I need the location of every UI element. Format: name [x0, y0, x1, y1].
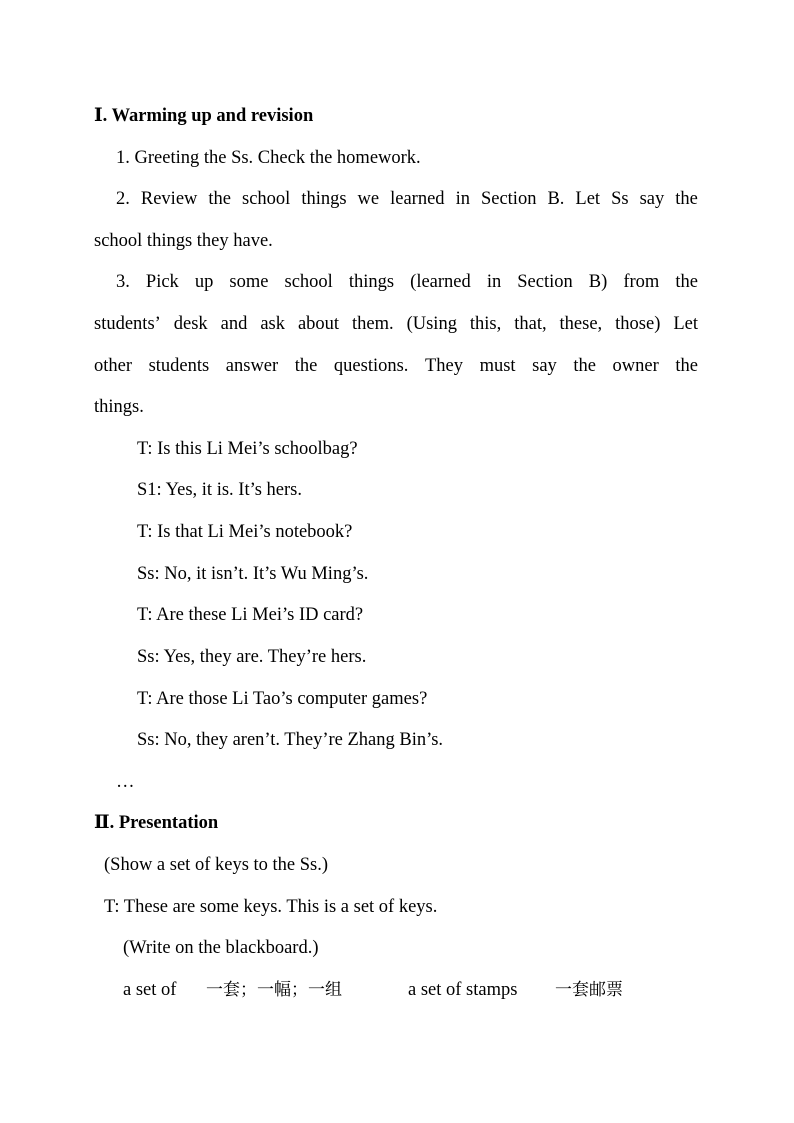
item-2-line-2: school things they have. [94, 231, 273, 251]
word: desk [173, 314, 208, 334]
word: Let [673, 314, 698, 334]
word: (learned [410, 272, 471, 292]
word: learned [390, 189, 445, 209]
vocab-meaning-1: 一套；一幅；一组 [206, 980, 342, 1000]
word: owner [612, 356, 659, 376]
word: the [675, 356, 698, 376]
word: from [623, 272, 660, 292]
word: Section [480, 189, 537, 209]
word: students’ [94, 314, 161, 334]
ellipsis: … [116, 772, 135, 792]
word: and [220, 314, 248, 334]
word: say [532, 356, 557, 376]
presentation-line-3: (Write on the blackboard.) [123, 938, 319, 958]
dialogue-line: T: Is that Li Mei’s notebook? [137, 522, 353, 542]
word: They [425, 356, 464, 376]
word: say [639, 189, 665, 209]
presentation-line-2: T: These are some keys. This is a set of keys. [104, 897, 438, 917]
word: the [675, 189, 698, 209]
word: these, [559, 314, 603, 334]
word: things [348, 272, 395, 292]
word: about [297, 314, 340, 334]
word: answer [225, 356, 279, 376]
word: Let [575, 189, 601, 209]
vocab-term-1: a set of [123, 980, 177, 1000]
word: other [94, 356, 133, 376]
section1-heading: Ⅰ. Warming up and revision [94, 106, 314, 126]
word: the [675, 272, 698, 292]
word: we [357, 189, 380, 209]
word: Review [140, 189, 198, 209]
word: (Using [406, 314, 457, 334]
word: in [455, 189, 470, 209]
word: B) [588, 272, 608, 292]
item-1: 1. Greeting the Ss. Check the homework. [116, 148, 421, 168]
vocab-term-2: a set of stamps [408, 980, 518, 1000]
word: Ss [611, 189, 629, 209]
word: Pick [145, 272, 179, 292]
word: the [208, 189, 231, 209]
word: ask [260, 314, 285, 334]
item-3-line-2 [94, 313, 698, 335]
word: this, [469, 314, 502, 334]
dialogue-line: Ss: Yes, they are. They’re hers. [137, 647, 367, 667]
dialogue-line: Ss: No, they aren’t. They’re Zhang Bin’s. [137, 730, 444, 750]
word: those) [615, 314, 661, 334]
item-3-line-3 [94, 355, 698, 377]
dialogue-line: T: Are those Li Tao’s computer games? [137, 689, 428, 709]
word: in [486, 272, 502, 292]
word: them. [352, 314, 394, 334]
presentation-line-1: (Show a set of keys to the Ss.) [104, 855, 329, 875]
word: students [148, 356, 210, 376]
dialogue-line: S1: Yes, it is. It’s hers. [137, 480, 302, 500]
word: the [294, 356, 318, 376]
vocab-meaning-2: 一套邮票 [555, 980, 623, 1000]
item-2-line-1 [116, 188, 698, 210]
word: 3. [116, 272, 130, 292]
word: must [479, 356, 516, 376]
word: some [229, 272, 269, 292]
word: questions. [333, 356, 409, 376]
section2-heading: Ⅱ. Presentation [94, 813, 219, 833]
word: up [194, 272, 214, 292]
item-3-line-1 [116, 271, 698, 293]
word: 2. [116, 189, 130, 209]
word: Section [517, 272, 573, 292]
word: school [242, 189, 291, 209]
word: school [284, 272, 333, 292]
dialogue-line: T: Are these Li Mei’s ID card? [137, 605, 364, 625]
dialogue-line: T: Is this Li Mei’s schoolbag? [137, 439, 358, 459]
word: B. [547, 189, 565, 209]
word: the [573, 356, 596, 376]
dialogue-line: Ss: No, it isn’t. It’s Wu Ming’s. [137, 564, 369, 584]
word: that, [514, 314, 547, 334]
item-3-line-4: things. [94, 397, 144, 417]
word: things [301, 189, 347, 209]
